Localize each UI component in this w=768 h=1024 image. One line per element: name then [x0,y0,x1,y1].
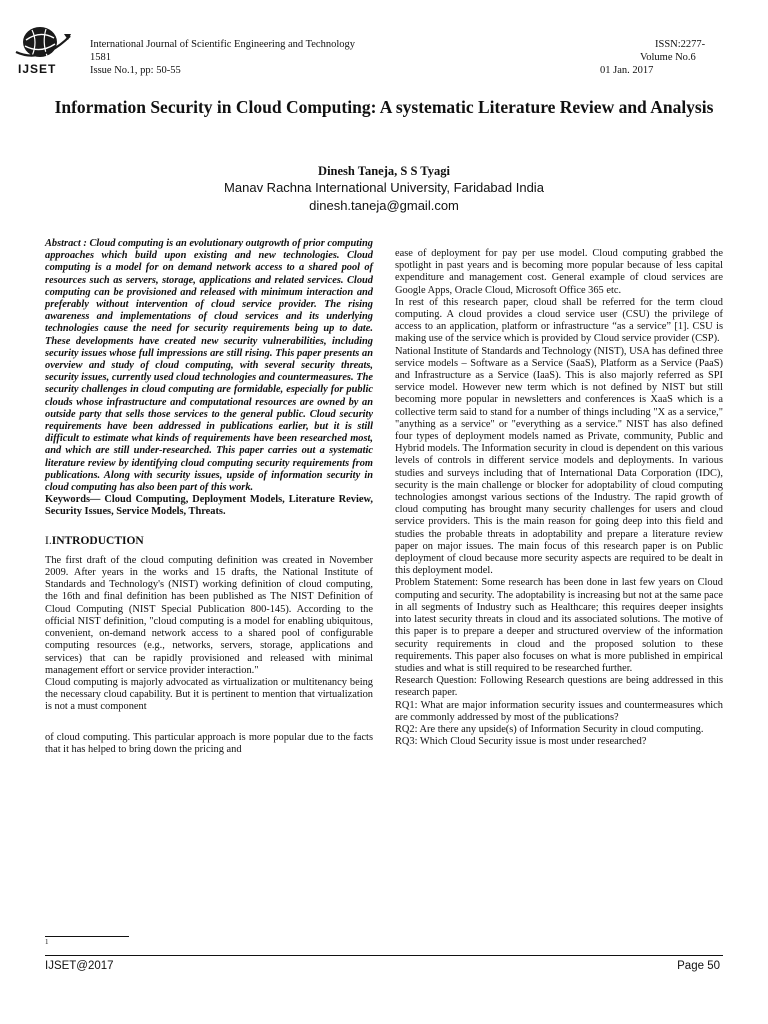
paragraph: RQ3: Which Cloud Security issue is most under researched? [395,736,647,748]
section-title: INTRODUCTION [51,534,144,547]
affiliation: Manav Rachna International University, Faridabad India [224,180,544,195]
page-number: Page 50 [677,960,720,972]
paragraph: Cloud computing is majorly advocated as virtualization or multitenancy being the necessary cloud capability. But it is pertinent to mention that virtualization is not a must component [45,676,373,713]
keywords: Keywords— Cloud Computing, Deployment Models, Literature Review, Security Issues, Service Models, Threats. [45,494,373,518]
abstract: Abstract : Cloud computing is an evolutionary outgrowth of prior computing approaches which build upon existing and new technologies. Cloud computing is a model for on demand network access to a shared pool of resources such as servers, storage, applications and related services. Cloud computing can be provisioned and released with minimum interaction and preferably without intervention of cloud service provider. The rising awareness and implementations of cloud services and its underlying technologies cause the need for security requirements being up to date. These developments have created new security vulnerabilities, including security issues whose full impressions are still rising. This paper presents an overview and study of cloud computing, with several security threats, security issues, currently used cloud technologies and countermeasures. The security challenges in cloud computing are formidable, especially for public clouds whose infrastructure and computational resources are owned by an outside party that sells those services to the general public. Cloud security requirements have been addressed in publications earlier, but it is still difficult to estimate what kinds of requirements have been researched most, and which are still under-researched. This paper carries out a systematic literature review by identifying cloud computing security requirements from publications. Along with security issues, upside of information security in cloud computing has also been part of this work. [45,238,373,494]
left-column [45,238,373,756]
footnote-divider [45,936,129,937]
journal-name: International Journal of Scientific Engineering and Technology [90,39,355,50]
paragraph: In rest of this research paper, cloud shall be referred for the term cloud computing. A cloud provides a cloud service user (CSU) the privilege of access to an application, platform or infrastructure “as a service” [1]. CSU is making use of the service which is provided by Cloud service provider (CSP). [395,296,723,345]
footer-journal: IJSET@2017 [45,960,114,972]
issue-pages: Issue No.1, pp: 50-55 [90,65,181,76]
paragraph: Problem Statement: Some research has been done in last few years on Cloud computing and security. The adoptability is increasing but not at the same pace in all segments of Industry such as Healthcare; this requires deeper insights into latest security threats in cloud and its associated solutions. The motive of this paper is to prepare a deeper and structured overview of the information security requirements in cloud and the proposed solution to these requirements. This paper also focuses on what is more published in empirical studies and what is still required to be researched further. [395,577,723,674]
paragraph: RQ1: What are major information security issues and countermeasures which are commonly addressed by most of the publications? [395,699,723,723]
journal-logo [12,22,74,80]
journal-name-continued: 1581 [90,52,111,63]
paragraph: ease of deployment for pay per use model. Cloud computing grabbed the spotlight in past years and is becoming more popular because of less capital expenditure and management cost. General example of cloud services are Google Apps, Oracle Cloud, Microsoft Office 365 etc. [395,248,723,296]
footer-divider [45,955,723,956]
author-email: dinesh.taneja@gmail.com [309,198,459,213]
section-number: I. [45,534,52,547]
paragraph: Research Question: Following Research questions are being addressed in this research paper. [395,675,723,699]
paragraph: RQ2: Are there any upside(s) of Information Security in cloud computing. [395,723,704,735]
right-column [395,248,723,748]
section-heading-introduction [45,535,373,547]
footnote-mark: 1 [45,938,49,946]
volume: Volume No.6 [640,52,696,63]
issue-date: 01 Jan. 2017 [600,65,654,76]
paragraph: The first draft of the cloud computing definition was created in November 2009. After years in the works and 15 drafts, the National Institute of Standards and Technology's (NIST) working definition of cloud computing, the 16th and final definition has been published as The NIST Definition of Cloud Computing (NIST Special Publication 800-145). According to the official NIST definition, "cloud computing is a model for enabling ubiquitous, convenient, on-demand network access to a shared pool of configurable computing resources (e.g., networks, servers, storage, applications and services) that can be rapidly provisioned and released with minimal management effort or service provider interaction." [45,554,373,676]
paragraph: National Institute of Standards and Technology (NIST), USA has defined three service models – Software as a Service (SaaS), Platform as a Service (PaaS) and Infrastructure as a Service (IaaS). This is also majorly referred as SPI service model. However new term which is not defined by NIST but still becoming more popular in newsletters and conferences is XaaS which is a collective term said to stand for a number of things including "X as a service," "anything as a service" or "everything as a service." NIST has also defined four types of deployment models named as Private, community, Public and Hybrid models. The Information security in cloud is dependent on this various levels of controls in different service models and deployments. In various studies and surveys including that of International Data Corporation (IDC), security is the main challenge or blocker for adoptability of cloud computing technologies amongst various sections of the Industry. The rapid growth of cloud computing has brought many security challenges for users and cloud service providers. This is the main reason for going deep into this field and studies the probable threats in adoptability and prepare a literature review paper on major issues. The main focus of this research paper is on Public deployment of cloud because more security aspects are required to be dealt in this deployment model. [395,345,723,577]
logo-text: IJSET [18,62,57,76]
running-header-right [560,38,740,77]
running-header-left [90,38,430,77]
issn: ISSN:2277- [655,39,706,50]
paragraph: of cloud computing. This particular approach is more popular due to the facts that it has helped to bring down the pricing and [45,731,373,755]
authors: Dinesh Taneja, S S Tyagi [318,164,450,178]
paper-title: Information Security in Cloud Computing: A systematic Literature Review and Analysis [54,97,714,117]
